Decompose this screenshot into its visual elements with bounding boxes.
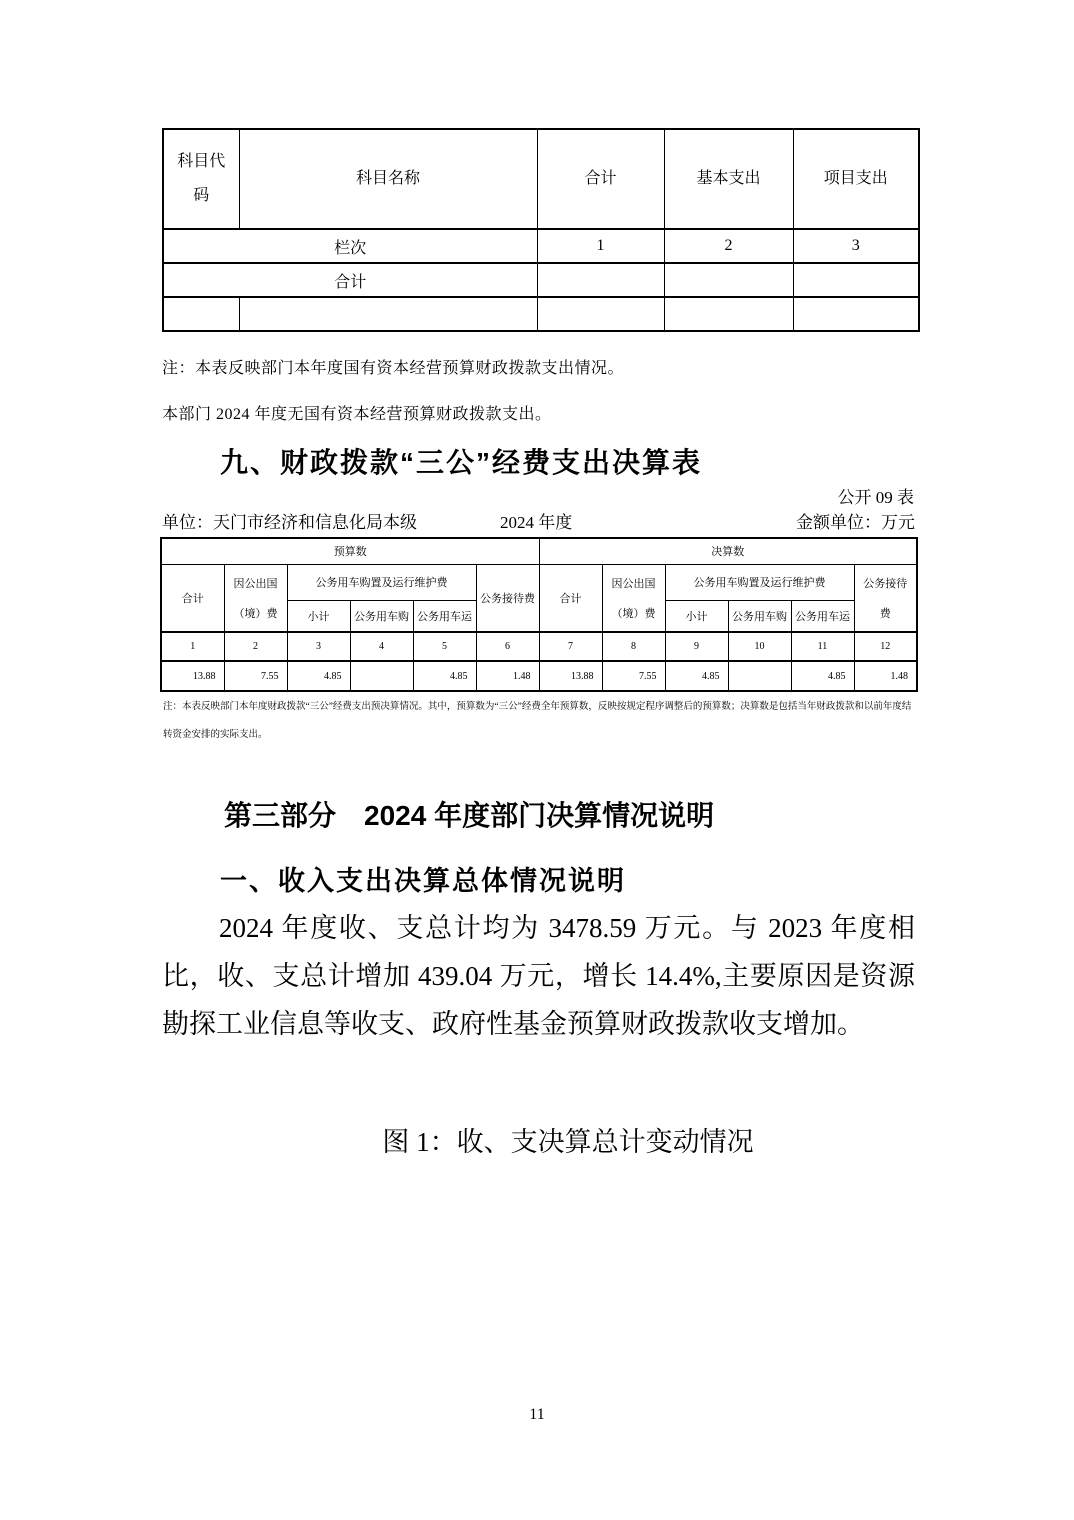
table2-budget-vehicle-purchase-header: 公务用车购 [350,600,413,632]
table2-group-header-row [161,538,917,564]
part3-paragraph: 2024 年度收、支总计均为 3478.59 万元。与 2023 年度相比，收、支总计增加 439.04 万元，增长 14.4%,主要原因是资源勘探工业信息等收支、政府性基金预算财政拨款收支增加。 [162,913,915,1039]
table1-header-basic-expenditure: 基本支出 [664,129,793,229]
table1-row-label: 栏次 [163,229,537,263]
table2-budget-reception-header: 公务接待费 [476,564,539,632]
table1-column-index-row [163,229,919,263]
table2-budget-vehicle-operation-header: 公务用车运 [413,600,476,632]
table1-header-total: 合计 [537,129,664,229]
table2-value: 4.85 [665,661,728,691]
table1-header-subject-name: 科目名称 [239,129,537,229]
table2-value: 1.48 [476,661,539,691]
table2-col-num: 10 [728,632,791,661]
table2-unit: 单位：天门市经济和信息化局本级 [162,513,417,532]
table2-note-line1: 注：本表反映部门本年度财政拨款“三公”经费支出预决算情况。其中，预算数为“三公”经费全年预算数，反映按规定程序调整后的预算数；决算数是包括当年财政拨款和以前年度结 [163,702,912,712]
table1-cell [664,297,793,331]
table2-budget-group-header: 预算数 [161,538,539,564]
part3-title: 第三部分 2024 年度部门决算情况说明 [224,800,715,831]
table1-cell [664,263,793,297]
table2-value: 4.85 [287,661,350,691]
table2-final-subtotal-header: 小计 [665,600,728,632]
table1-header-subject-code: 科目代码 [163,129,239,229]
section9-title: 九、财政拨款“三公”经费支出决算表 [220,447,703,478]
table2-col-num: 2 [224,632,287,661]
table2-final-total-header: 合计 [539,564,602,632]
table1-row-label: 合计 [163,263,537,297]
table2-value: 7.55 [224,661,287,691]
table1-cell: 3 [793,229,919,263]
table2-budget-total-header: 合计 [161,564,224,632]
table2-col-num: 5 [413,632,476,661]
table2-final-vehicle-purchase-header: 公务用车购 [728,600,791,632]
table2-col-num: 7 [539,632,602,661]
table2-value: 4.85 [791,661,854,691]
table2-period: 2024 年度 [500,513,573,532]
table1-cell [163,297,239,331]
page-number: 11 [529,1406,545,1423]
table2-col-num: 8 [602,632,665,661]
table2-value: 4.85 [413,661,476,691]
table2-final-abroad-header: 因公出国 （境）费 [602,564,665,632]
table2-note-line2: 转资金安排的实际支出。 [163,730,268,740]
table2-value [728,661,791,691]
table1-cell [537,263,664,297]
table2-col-num: 3 [287,632,350,661]
table1-header-project-expenditure: 项目支出 [793,129,919,229]
table2-final-vehicle-operation-header: 公务用车运 [791,600,854,632]
part3-section1-title: 一、收入支出决算总体情况说明 [220,866,626,896]
table2-col-num: 6 [476,632,539,661]
table1-note: 注：本表反映部门本年度国有资本经营预算财政拨款支出情况。 [162,360,625,377]
table1-statement: 本部门 2024 年度无国有资本经营预算财政拨款支出。 [162,406,552,423]
table2-values-row [161,661,917,691]
table2-budget-abroad-header: 因公出国 （境）费 [224,564,287,632]
table2-col-num: 9 [665,632,728,661]
table2-col-num: 1 [161,632,224,661]
table2-value [350,661,413,691]
table2-header-row-upper [161,564,917,600]
figure1-caption: 图 1：收、支决算总计变动情况 [382,1127,754,1157]
table2-final-group-header: 决算数 [539,538,917,564]
table2-value: 13.88 [539,661,602,691]
table1-header-row [163,129,919,229]
table2-value: 13.88 [161,661,224,691]
table-public-tag: 公开 09 表 [837,488,914,507]
table2-col-num: 12 [854,632,917,661]
table1-cell [537,297,664,331]
table2-final-reception-header: 公务接待 费 [854,564,917,632]
table2-col-num: 11 [791,632,854,661]
table2-caption-line [162,508,915,530]
table1-cell: 2 [664,229,793,263]
table2-final-vehicle-group-header: 公务用车购置及运行维护费 [665,564,854,600]
table2-value: 1.48 [854,661,917,691]
table2-col-num: 4 [350,632,413,661]
table1-cell [239,297,537,331]
table2-value: 7.55 [602,661,665,691]
table1-empty-row [163,297,919,331]
table2-budget-subtotal-header: 小计 [287,600,350,632]
table2-column-index-row [161,632,917,661]
table1-cell: 1 [537,229,664,263]
state-capital-budget-table [162,128,920,332]
table1-cell [793,263,919,297]
table2-amount-unit: 金额单位：万元 [796,513,915,532]
sangong-expenses-table [160,537,918,692]
table2-note [163,700,919,742]
table2-budget-vehicle-group-header: 公务用车购置及运行维护费 [287,564,476,600]
table1-cell [793,297,919,331]
table1-total-row [163,263,919,297]
